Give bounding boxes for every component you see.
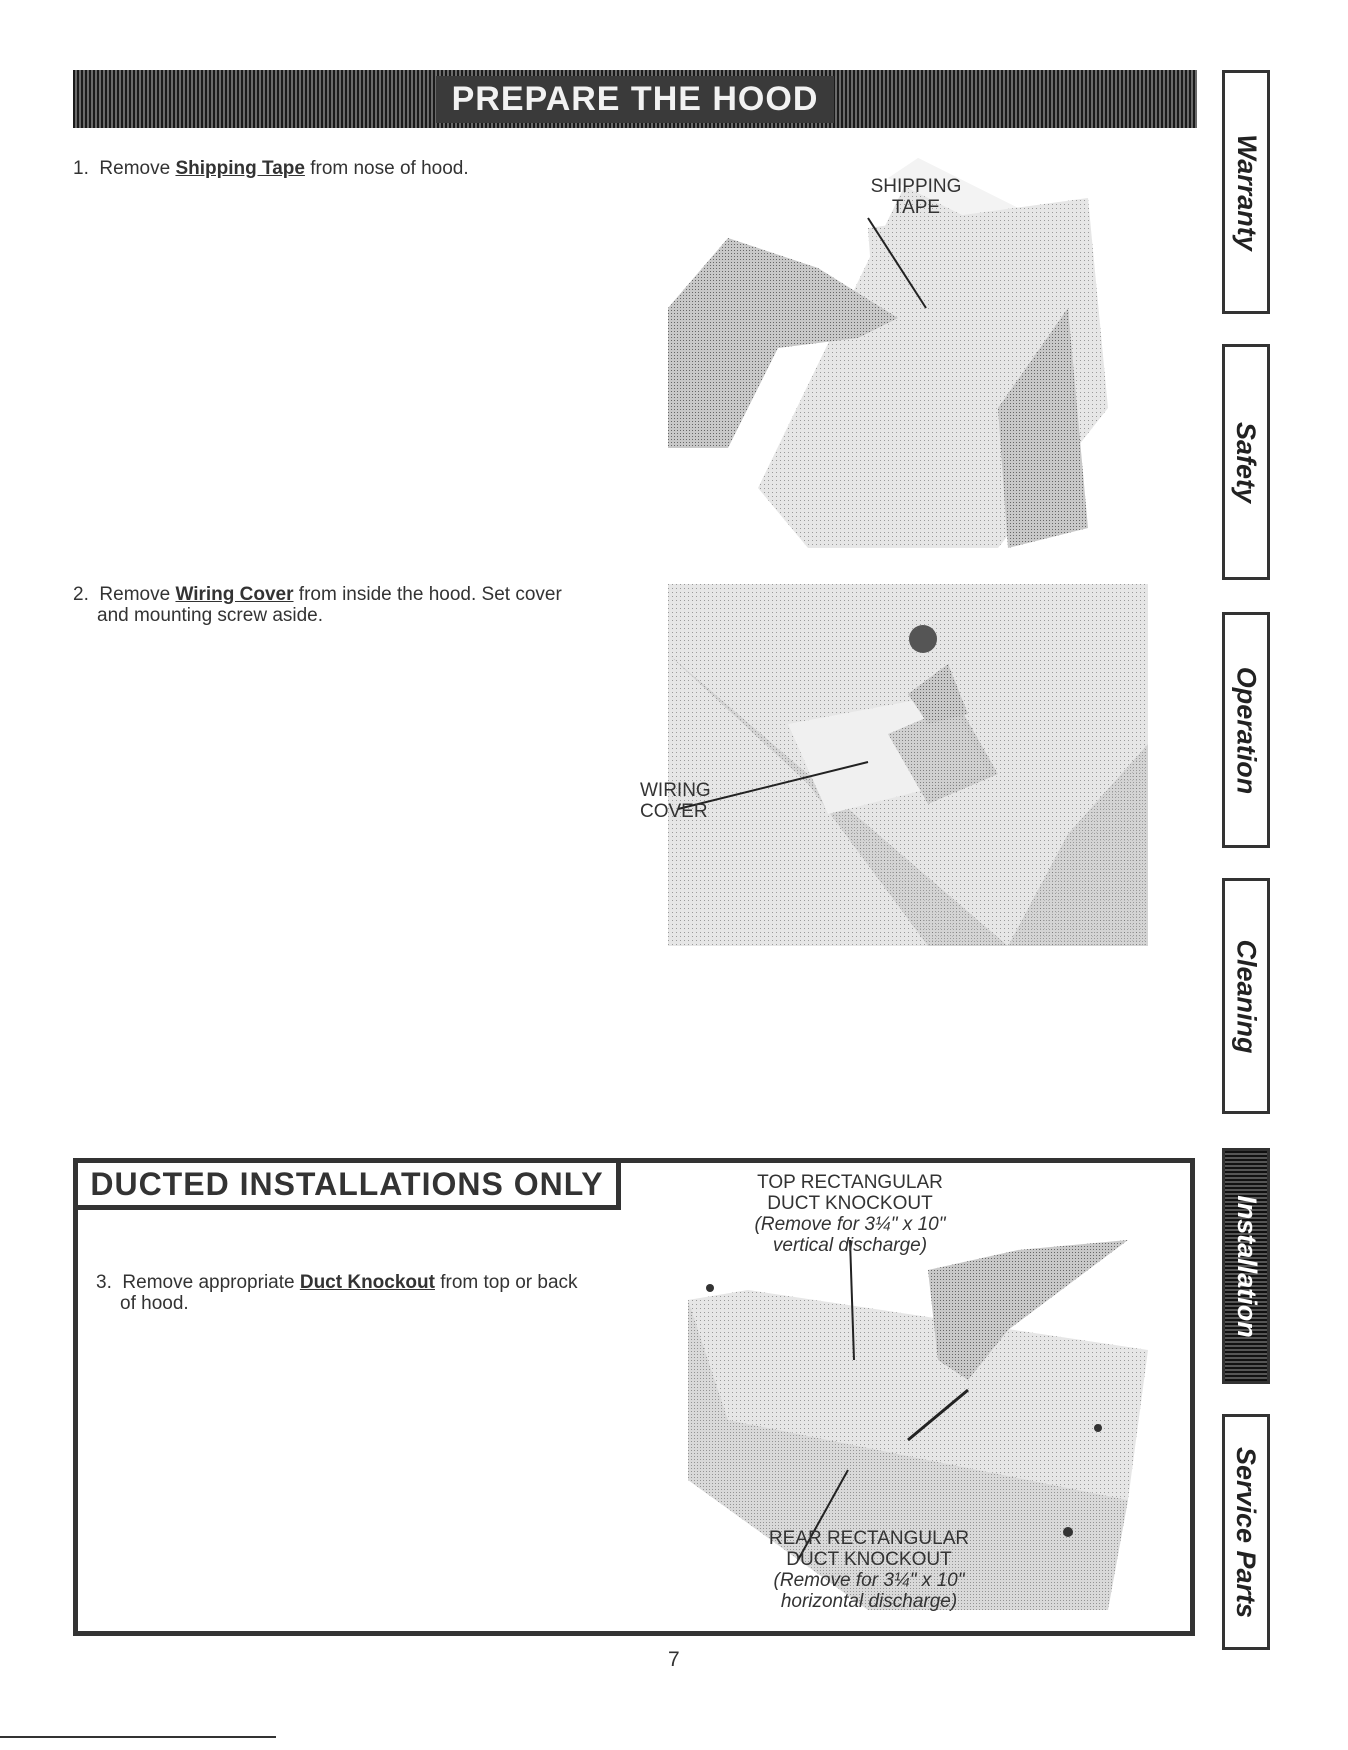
- step-1: 1. Remove Shipping Tape from nose of hood.: [73, 158, 469, 179]
- step-3: 3. Remove appropriate Duct Knockout from top or back of hood.: [96, 1272, 578, 1314]
- footer-rule: [0, 1736, 276, 1738]
- tab-safety[interactable]: Safety: [1222, 344, 1270, 580]
- shipping-tape-callout: SHIPPING TAPE: [870, 176, 962, 218]
- wiring-cover-photo: [668, 584, 1148, 946]
- rear-knockout-callout: REAR RECTANGULAR DUCT KNOCKOUT (Remove for 3¼" x 10" horizontal discharge): [768, 1528, 970, 1612]
- tab-cleaning[interactable]: Cleaning: [1222, 878, 1270, 1114]
- tab-warranty[interactable]: Warranty: [1222, 70, 1270, 314]
- section-header-bar: [73, 70, 1197, 128]
- ducted-installations-title: DUCTED INSTALLATIONS ONLY: [73, 1158, 621, 1210]
- step-2-emphasis: Wiring Cover: [175, 584, 294, 605]
- step-3-emphasis: Duct Knockout: [299, 1272, 435, 1293]
- step-2: 2. Remove Wiring Cover from inside the hood. Set cover and mounting screw aside.: [73, 584, 562, 626]
- tab-installation[interactable]: Installation: [1222, 1148, 1270, 1384]
- wiring-cover-callout: WIRING COVER: [640, 780, 711, 822]
- section-title: PREPARE THE HOOD: [436, 76, 835, 123]
- tab-operation[interactable]: Operation: [1222, 612, 1270, 848]
- top-knockout-callout: TOP RECTANGULAR DUCT KNOCKOUT (Remove for 3¼" x 10" vertical discharge): [754, 1172, 946, 1256]
- page-number: 7: [668, 1648, 680, 1671]
- step-1-emphasis: Shipping Tape: [175, 158, 305, 179]
- tab-service-parts[interactable]: Service Parts: [1222, 1414, 1270, 1650]
- hood-illustration-2: [668, 584, 1148, 946]
